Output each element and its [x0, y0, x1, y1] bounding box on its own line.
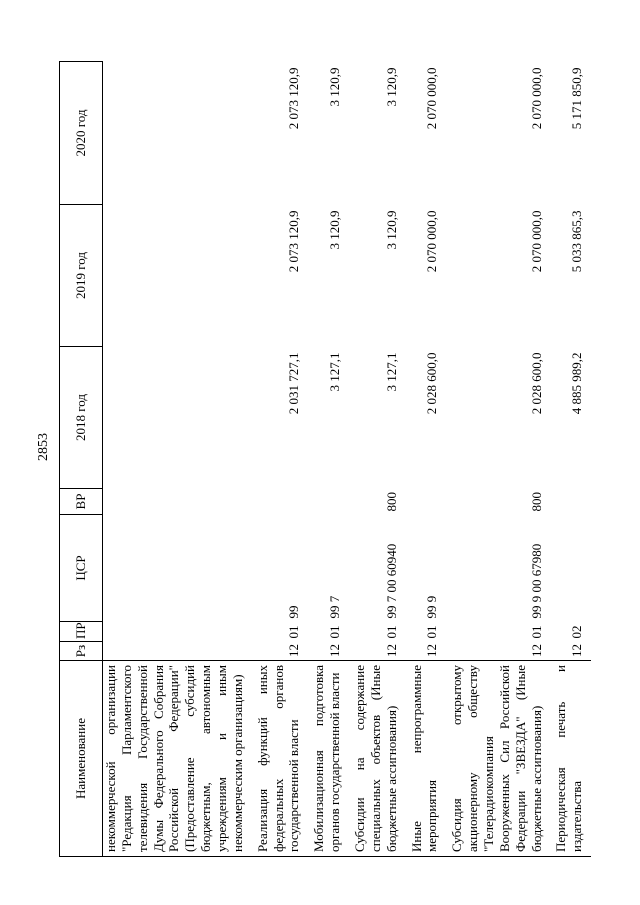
table-row: [550, 62, 591, 857]
table-row: [406, 62, 447, 857]
header-csr: ЦСР: [60, 515, 103, 622]
row-vr: 800: [528, 492, 544, 512]
row-rz: 12: [424, 644, 440, 657]
row-name: Реализация функций иных федеральных органов государственной власти: [252, 661, 309, 857]
row-vr: [550, 489, 591, 515]
row-name: Мобилизационная подготовка органов государственной власти: [308, 661, 349, 857]
row-rz: [103, 642, 252, 661]
table-row: [252, 62, 309, 857]
row-csr: [103, 515, 252, 622]
page-number-text: 2853: [36, 433, 51, 461]
table-row: [103, 62, 252, 857]
rotated-page: [59, 62, 592, 857]
row-pr: 01: [424, 625, 440, 639]
header-name: Наименование: [60, 661, 103, 857]
row-2020: 2 070 000,0: [424, 67, 440, 130]
header-vr: ВР: [60, 489, 103, 515]
header-2020: 2020 год: [60, 62, 103, 205]
table-body: [103, 62, 592, 857]
row-name: Субсидия открытому акционерному обществу "Телерадиокомпания Вооруженных Сил Российской Федерации "ЗВЕЗДА" (Иные бюджетные ассигнования): [446, 661, 550, 857]
header-pr: ПР: [60, 622, 103, 642]
row-name: Периодическая печать и издательства: [550, 661, 591, 857]
header-2019: 2019 год: [60, 205, 103, 347]
row-2018: 4 885 989,2: [569, 352, 585, 415]
row-pr: 01: [327, 625, 343, 639]
row-vr: [406, 489, 447, 515]
row-2018: 2 028 600,0: [528, 352, 544, 415]
row-2018: 2 028 600,0: [424, 352, 440, 415]
row-rz: 12: [528, 644, 544, 657]
row-2019: 2 070 000,0: [528, 210, 544, 273]
row-2019: 2 070 000,0: [424, 210, 440, 273]
row-2020: 3 120,9: [383, 67, 399, 107]
row-rz: 12: [383, 644, 399, 657]
row-pr: [103, 622, 252, 642]
row-csr: [550, 515, 591, 622]
row-name: Субсидии на содержание специальных объектов (Иные бюджетные ассигнования): [349, 661, 406, 857]
row-2018: [103, 347, 252, 489]
row-2019: 3 120,9: [327, 210, 343, 250]
row-csr: 99 9 00 67980: [528, 543, 544, 619]
row-vr: [308, 489, 349, 515]
table-row: [446, 62, 550, 857]
header-2018: 2018 год: [60, 347, 103, 489]
row-pr: 01: [528, 625, 544, 639]
row-2019: 3 120,9: [383, 210, 399, 250]
table-header: [60, 62, 103, 857]
row-2019: 5 033 865,3: [569, 210, 585, 273]
row-csr: 99: [286, 605, 302, 619]
page-number: [30, 435, 58, 459]
row-csr: 99 7: [327, 595, 343, 619]
row-csr: 99 7 00 60940: [383, 543, 399, 619]
table-row: [308, 62, 349, 857]
row-2020: 5 171 850,9: [569, 67, 585, 130]
table-row: [349, 62, 406, 857]
row-2020: 3 120,9: [327, 67, 343, 107]
row-name: некоммерческой организации "Редакция Парламентского телевидения Государственной Думы Федерального Собрания Российской Федерации" (Предоставление субсидий бюджетным, автономным учреждениям и иным некоммерческим организациям): [103, 661, 252, 857]
row-2019: [103, 205, 252, 347]
row-2019: 2 073 120,9: [286, 210, 302, 273]
row-rz: 12: [327, 644, 343, 657]
row-2020: 2 070 000,0: [528, 67, 544, 130]
header-rz: Рз: [60, 642, 103, 661]
row-2020: 2 073 120,9: [286, 67, 302, 130]
row-vr: 800: [383, 492, 399, 512]
row-rz: 12: [286, 644, 302, 657]
row-csr: 99 9: [424, 595, 440, 619]
row-pr: 02: [569, 625, 585, 639]
row-pr: 01: [286, 625, 302, 639]
row-rz: 12: [569, 644, 585, 657]
row-2018: 3 127,1: [327, 352, 343, 392]
budget-table: [59, 61, 591, 857]
row-2018: 3 127,1: [383, 352, 399, 392]
row-name: Иные непрограммные мероприятия: [406, 661, 447, 857]
row-2020: [103, 62, 252, 205]
row-vr: [252, 489, 309, 515]
row-2018: 2 031 727,1: [286, 352, 302, 415]
row-pr: 01: [383, 625, 399, 639]
row-vr: [103, 489, 252, 515]
